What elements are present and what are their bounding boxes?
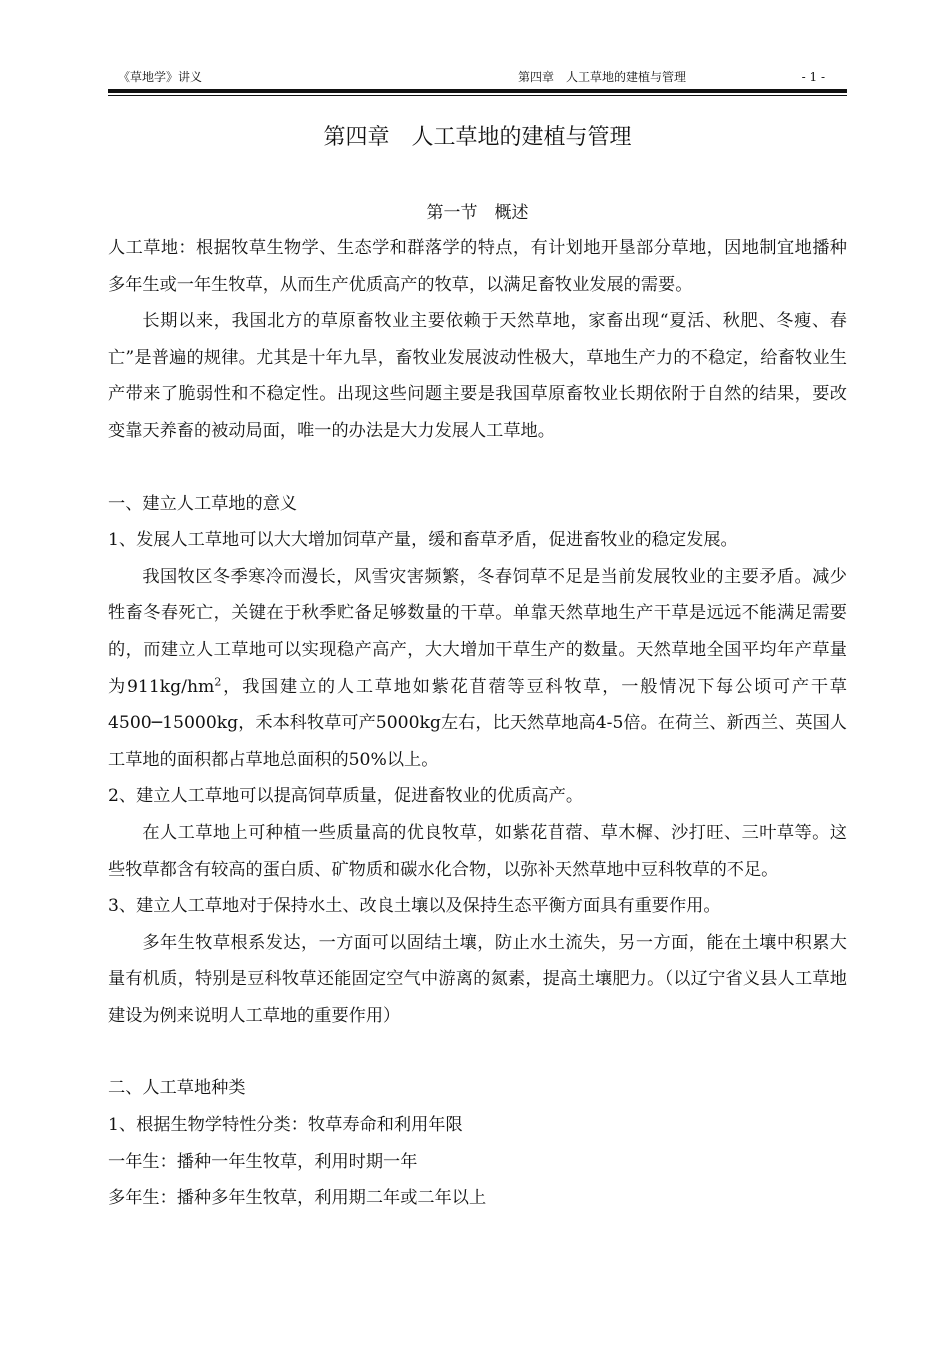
- running-header: [108, 66, 847, 88]
- header-rule-thin: [108, 95, 847, 96]
- item-2-heading: 2、建立人工草地可以提高饲草质量，促进畜牧业的优质高产。: [108, 786, 584, 807]
- document-body: [108, 230, 847, 1217]
- spacer: [108, 1034, 847, 1070]
- perennial-definition: 多年生：播种多年生牧草，利用期二年或二年以上: [108, 1188, 487, 1209]
- item-1-heading: 1、发展人工草地可以大大增加饲草产量，缓和畜草矛盾，促进畜牧业的稳定发展。: [108, 530, 738, 551]
- item-2-body: 在人工草地上可种植一些质量高的优良牧草，如紫花苜蓿、草木樨、沙打旺、三叶草等。这些牧草都含有较高的蛋白质、矿物质和碳水化合物，以弥补天然草地中豆科牧草的不足。: [108, 822, 847, 880]
- item-1-body-text-b: ，我国建立的人工草地如紫花苜蓿等豆科牧草，一般情况下每公顷可产干草4500─15000kg，禾本科牧草可产5000kg左右，比天然草地高4-5倍。在荷兰、新西兰、英国人工草地的面积都占草地总面积的50%以上。: [108, 676, 847, 770]
- heading-significance: 一、建立人工草地的意义: [108, 493, 298, 514]
- chapter-title: 第四章 人工草地的建植与管理: [323, 125, 632, 150]
- item-1-body-text-a: 我国牧区冬季寒冷而漫长，风雪灾害频繁，冬春饲草不足是当前发展牧业的主要矛盾。减少牲畜冬春死亡，关键在于秋季贮备足够数量的干草。单靠天然草地生产干草是远远不能满足需要的，而建立人工草地可以实现稳产高产，大大增加干草生产的数量。天然草地全国平均年产草量为911kg/hm: [108, 566, 847, 697]
- section-title: 第一节 概述: [426, 203, 529, 223]
- background-paragraph: 长期以来，我国北方的草原畜牧业主要依赖于天然草地，家畜出现“夏活、秋肥、冬瘦、春亡”是普遍的规律。尤其是十年九旱，畜牧业发展波动性极大，草地生产力的不稳定，给畜牧业生产带来了脆弱性和不稳定性。出现这些问题主要是我国草原畜牧业长期依附于自然的结果，要改变靠天养畜的被动局面，唯一的办法是大力发展人工草地。: [108, 311, 847, 441]
- header-rule-thick: [108, 89, 847, 93]
- page-number: - 1 -: [801, 70, 825, 84]
- classification-1: 1、根据生物学特性分类：牧草寿命和利用年限: [108, 1115, 463, 1136]
- annual-definition: 一年生：播种一年生牧草，利用时期一年: [108, 1151, 418, 1172]
- header-chapter-title: 第四章 人工草地的建植与管理: [518, 70, 687, 84]
- header-course-title: 《草地学》讲义: [118, 70, 203, 84]
- item-3-body: 多年生牧草根系发达，一方面可以固结土壤，防止水土流失，另一方面，能在土壤中积累大量有机质，特别是豆科牧草还能固定空气中游离的氮素，提高土壤肥力。（以辽宁省义县人工草地建设为例来说明人工草地的重要作用）: [108, 932, 847, 1026]
- item-1-body: [108, 559, 847, 779]
- definition-paragraph: 人工草地：根据牧草生物学、生态学和群落学的特点，有计划地开垦部分草地，因地制宜地播种多年生或一年生牧草，从而生产优质高产的牧草，以满足畜牧业发展的需要。: [108, 238, 847, 295]
- superscript-2: 2: [214, 674, 222, 688]
- item-3-heading: 3、建立人工草地对于保持水土、改良土壤以及保持生态平衡方面具有重要作用。: [108, 896, 721, 917]
- heading-types: 二、人工草地种类: [108, 1078, 246, 1099]
- spacer: [108, 450, 847, 486]
